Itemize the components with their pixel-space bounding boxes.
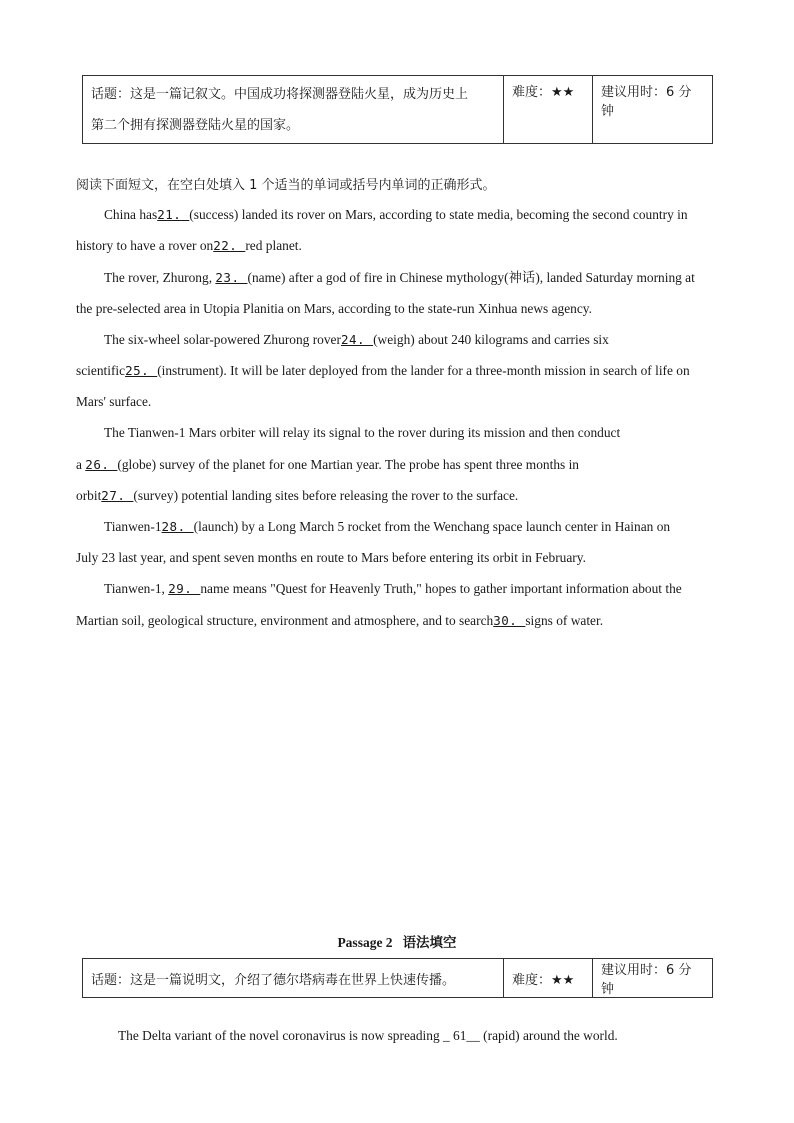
blank-number: 23. bbox=[215, 270, 248, 285]
passage-line bbox=[104, 268, 744, 288]
passage-line bbox=[104, 330, 744, 350]
blank-number: 30. bbox=[493, 613, 526, 628]
blank-number: 27. bbox=[101, 488, 134, 503]
passage-line bbox=[104, 423, 744, 443]
time-cell: 建议用时：6 分钟 bbox=[593, 76, 713, 144]
passage-line bbox=[76, 486, 716, 506]
passage-2-label-zh: 语法填空 bbox=[402, 935, 457, 951]
passage-line bbox=[76, 611, 716, 631]
blank-number: 22. bbox=[213, 238, 246, 253]
text-segment: (success) landed its rover on Mars, according to state media, becoming the second country in bbox=[189, 207, 688, 222]
passage-line bbox=[76, 299, 716, 319]
text-segment: (instrument). It will be later deployed from the lander for a three-month mission in search of life on bbox=[157, 363, 690, 378]
blank-number: 26. bbox=[85, 457, 118, 472]
text-segment: red planet. bbox=[245, 238, 302, 253]
passage-line bbox=[104, 517, 744, 537]
text-segment: Martian soil, geological structure, environment and atmosphere, and to search bbox=[76, 613, 494, 628]
passage-line bbox=[76, 361, 716, 381]
passage-2-label: Passage 2 bbox=[337, 935, 393, 950]
passage-line bbox=[104, 205, 744, 225]
text-segment: The rover, Zhurong, bbox=[104, 270, 216, 285]
info-table-passage-1 bbox=[82, 75, 713, 144]
blank-number: 28. bbox=[161, 519, 194, 534]
passage-line bbox=[104, 579, 744, 599]
text-segment: (globe) survey of the planet for one Martian year. The probe has spent three months in bbox=[117, 457, 579, 472]
topic-line-2: 第二个拥有探测器登陆火星的国家。 bbox=[91, 117, 300, 133]
info-table-passage-2 bbox=[82, 958, 713, 998]
text-segment: scientific bbox=[76, 363, 126, 378]
time-cell: 建议用时：6 分钟 bbox=[593, 959, 713, 998]
blank-number: 24. bbox=[340, 332, 374, 347]
text-segment: a bbox=[76, 457, 86, 472]
text-segment: The six-wheel solar-powered Zhurong rover bbox=[104, 332, 341, 347]
passage-line bbox=[76, 392, 716, 412]
text-segment: July 23 last year, and spent seven months en route to Mars before entering its orbit in February. bbox=[76, 550, 586, 565]
text-segment: China has bbox=[104, 207, 158, 222]
text-segment: signs of water. bbox=[525, 613, 604, 628]
passage-2-title bbox=[0, 931, 794, 951]
difficulty-cell: 难度：★★ bbox=[504, 76, 593, 144]
topic-cell bbox=[83, 76, 504, 144]
instruction: 阅读下面短文，在空白处填入 1 个适当的单词或括号内单词的正确形式。 bbox=[76, 178, 496, 193]
passage-line bbox=[76, 236, 716, 256]
text-segment: (launch) by a Long March 5 rocket from the Wenchang space launch center in Hainan on bbox=[193, 519, 671, 534]
passage-line bbox=[76, 455, 716, 475]
text-segment: The Tianwen-1 Mars orbiter will relay its signal to the rover during its mission and then conduct bbox=[104, 425, 621, 440]
passage-2-first-line: The Delta variant of the novel coronavirus is now spreading _ 61__ (rapid) around the world. bbox=[118, 1028, 618, 1043]
text-segment: (weigh) about 240 kilograms and carries six bbox=[373, 332, 609, 347]
text-segment: history to have a rover on bbox=[76, 238, 214, 253]
text-segment: Mars' surface. bbox=[76, 394, 152, 409]
text-segment: orbit bbox=[76, 488, 102, 503]
text-segment: Tianwen-1 bbox=[104, 519, 162, 534]
topic-line-1: 话题：这是一篇记叙文。中国成功将探测器登陆火星，成为历史上 bbox=[91, 86, 469, 102]
difficulty-cell: 难度：★★ bbox=[504, 959, 593, 998]
blank-number: 29. bbox=[168, 581, 201, 596]
text-segment: (survey) potential landing sites before releasing the rover to the surface. bbox=[133, 488, 519, 503]
blank-number: 25. bbox=[125, 363, 158, 378]
topic-cell: 话题：这是一篇说明文，介绍了德尔塔病毒在世界上快速传播。 bbox=[83, 959, 504, 998]
blank-number: 21. bbox=[157, 207, 190, 222]
text-segment: Tianwen-1, bbox=[104, 581, 169, 596]
passage-line bbox=[76, 548, 716, 568]
text-segment: name means "Quest for Heavenly Truth," hopes to gather important information about the bbox=[200, 581, 682, 596]
text-segment: (name) after a god of fire in Chinese mythology(神话), landed Saturday morning at bbox=[247, 270, 695, 285]
text-segment: the pre-selected area in Utopia Planitia on Mars, according to the state-run Xinhua news agency. bbox=[76, 301, 592, 316]
